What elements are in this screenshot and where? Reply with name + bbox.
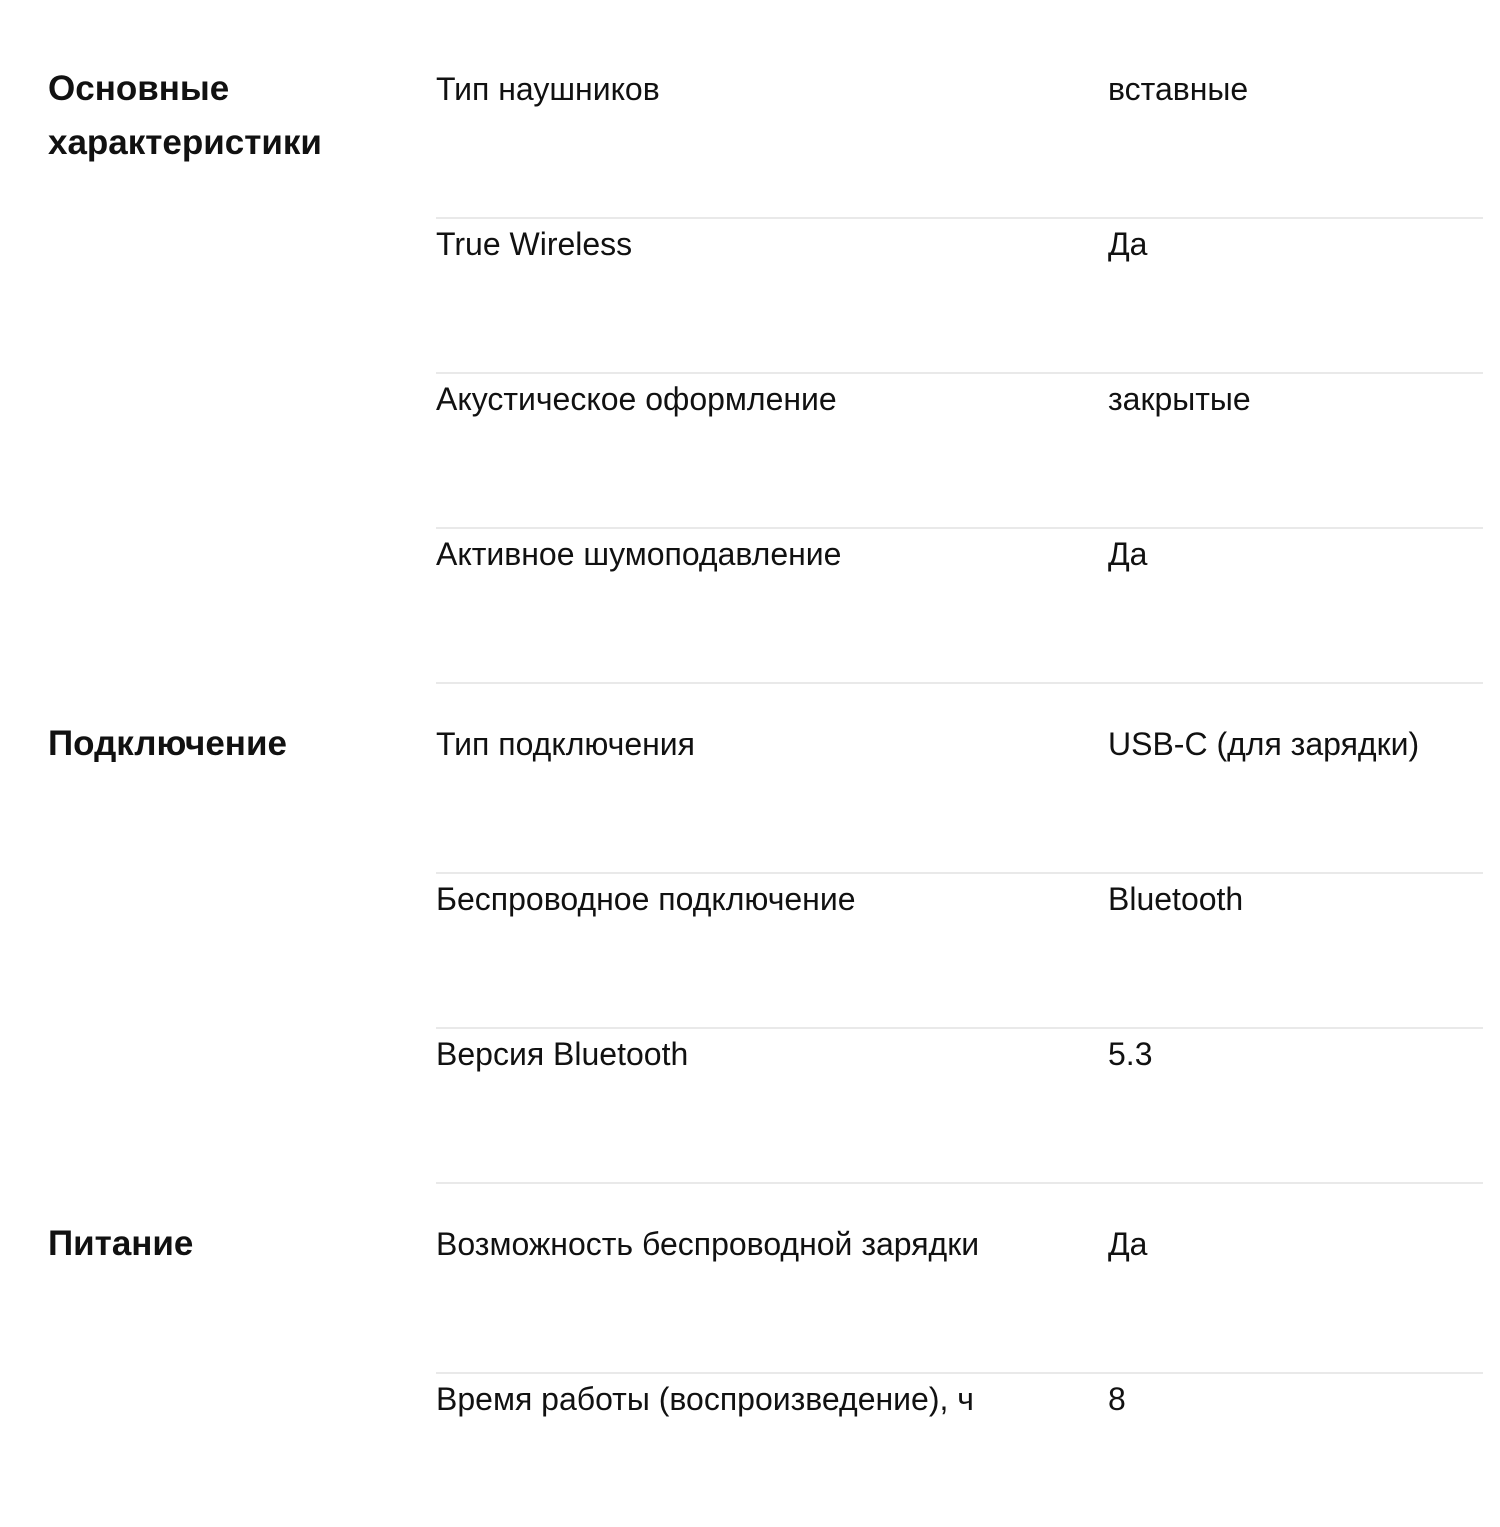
- spec-row: [436, 372, 1483, 529]
- spec-value: Да: [1108, 536, 1148, 572]
- spec-label: Время работы (воспроизведение), ч: [436, 1381, 974, 1417]
- spec-label: Возможность беспроводной зарядки: [436, 1226, 980, 1262]
- spec-value: 8: [1108, 1381, 1126, 1417]
- spec-value: вставные: [1108, 71, 1249, 107]
- section-title: Основные характеристики: [48, 69, 322, 162]
- spec-row: [436, 717, 1483, 874]
- spec-value: Да: [1108, 1226, 1148, 1262]
- spec-label: Активное шумоподавление: [436, 536, 842, 572]
- spec-value: 5.3: [1108, 1036, 1153, 1072]
- spec-row: [436, 1372, 1483, 1527]
- spec-label: Тип наушников: [436, 71, 660, 107]
- spec-value: Да: [1108, 226, 1148, 262]
- spec-value: Bluetooth: [1108, 881, 1244, 917]
- spec-row: [436, 872, 1483, 1029]
- spec-label: Акустическое оформление: [436, 381, 837, 417]
- spec-value: USB-C (для зарядки): [1108, 726, 1420, 762]
- spec-label: Тип подключения: [436, 726, 695, 762]
- spec-value: закрытые: [1108, 381, 1251, 417]
- section-title: Питание: [48, 1224, 194, 1263]
- spec-row: [436, 1217, 1483, 1374]
- spec-row: [436, 1027, 1483, 1184]
- spec-label: True Wireless: [436, 226, 633, 262]
- spec-row: [436, 527, 1483, 684]
- spec-label: Версия Bluetooth: [436, 1036, 689, 1072]
- spec-row: [436, 62, 1483, 219]
- section-title: Подключение: [48, 724, 287, 763]
- spec-row: [436, 217, 1483, 374]
- spec-label: Беспроводное подключение: [436, 881, 856, 917]
